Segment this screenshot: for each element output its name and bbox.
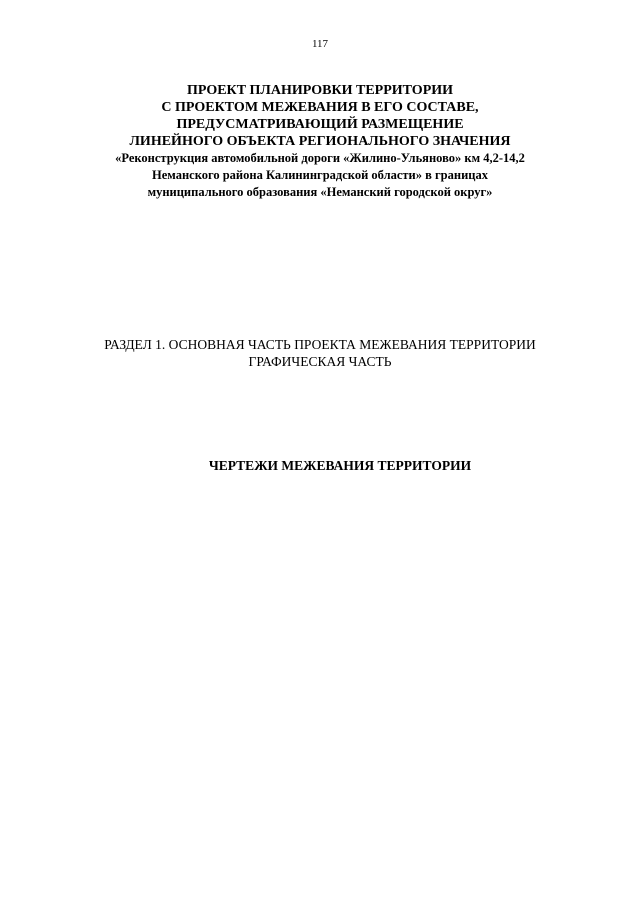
title-line-3: ПРЕДУСМАТРИВАЮЩИЙ РАЗМЕЩЕНИЕ	[176, 117, 464, 132]
title-line-1: ПРОЕКТ ПЛАНИРОВКИ ТЕРРИТОРИИ	[186, 83, 454, 98]
page-number: 117	[311, 38, 329, 50]
subtitle-line-3: муниципального образования «Неманский городской округ»	[147, 185, 493, 199]
section-line-1: РАЗДЕЛ 1. ОСНОВНАЯ ЧАСТЬ ПРОЕКТА МЕЖЕВАНИЯ ТЕРРИТОРИИ	[104, 337, 536, 352]
subtitle-line-1: «Реконструкция автомобильной дороги «Жилино-Ульяново» км 4,2-14,2	[115, 151, 525, 165]
subtitle-line-2: Неманского района Калининградской области» в границах	[152, 168, 488, 182]
title-line-2: С ПРОЕКТОМ МЕЖЕВАНИЯ В ЕГО СОСТАВЕ,	[161, 100, 479, 115]
section-line-2: ГРАФИЧЕСКАЯ ЧАСТЬ	[248, 354, 392, 369]
title-block	[40, 82, 600, 201]
drawings-heading: ЧЕРТЕЖИ МЕЖЕВАНИЯ ТЕРРИТОРИИ	[208, 458, 472, 473]
title-line-4: ЛИНЕЙНОГО ОБЪЕКТА РЕГИОНАЛЬНОГО ЗНАЧЕНИЯ	[129, 134, 511, 149]
section-heading	[20, 336, 620, 370]
